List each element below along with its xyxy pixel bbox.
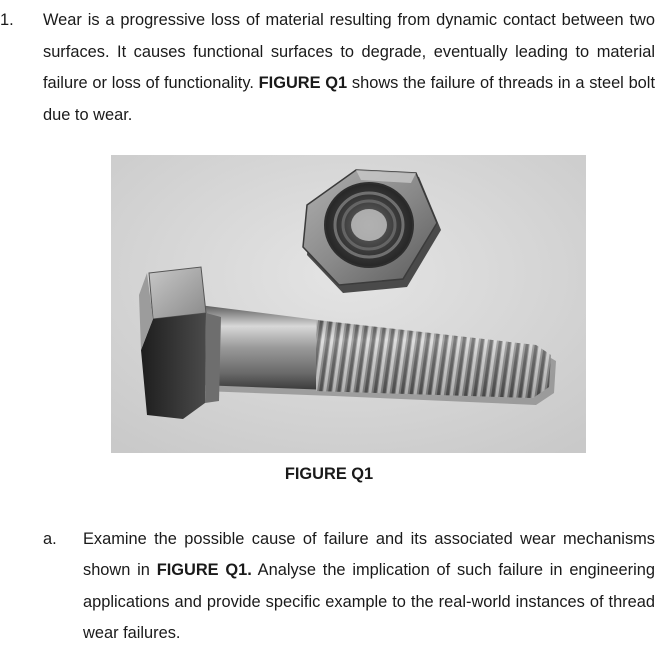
question-text-part-1: Wear is a progressive loss of material resulting from dynamic contact between two surfaces. It causes functional surfaces to degrade, eventually leading to material failure or loss of functionality. [43, 11, 655, 92]
subquestion-figure-reference: FIGURE Q1. [156, 561, 252, 580]
bolt-and-nut-photo [111, 155, 586, 453]
subquestion-label: a. [43, 530, 57, 548]
subquestion-text-part-1: Examine the possible cause of failure and its associated wear mechanisms shown in [83, 530, 655, 580]
question-text-part-3: shows the failure of threads in a steel bolt due to wear. [43, 74, 655, 124]
figure-q1-photo [111, 155, 586, 453]
question-text [43, 5, 655, 131]
figure-reference: FIGURE Q1 [258, 74, 348, 92]
question-number: 1. [0, 11, 14, 29]
figure-caption: FIGURE Q1 [284, 465, 374, 483]
subquestion-text [83, 524, 655, 649]
subquestion-text-part-3: Analyse the implication of such failure in engineering applications and provide specific example to the real-world instances of thread wear failures. [83, 561, 655, 642]
